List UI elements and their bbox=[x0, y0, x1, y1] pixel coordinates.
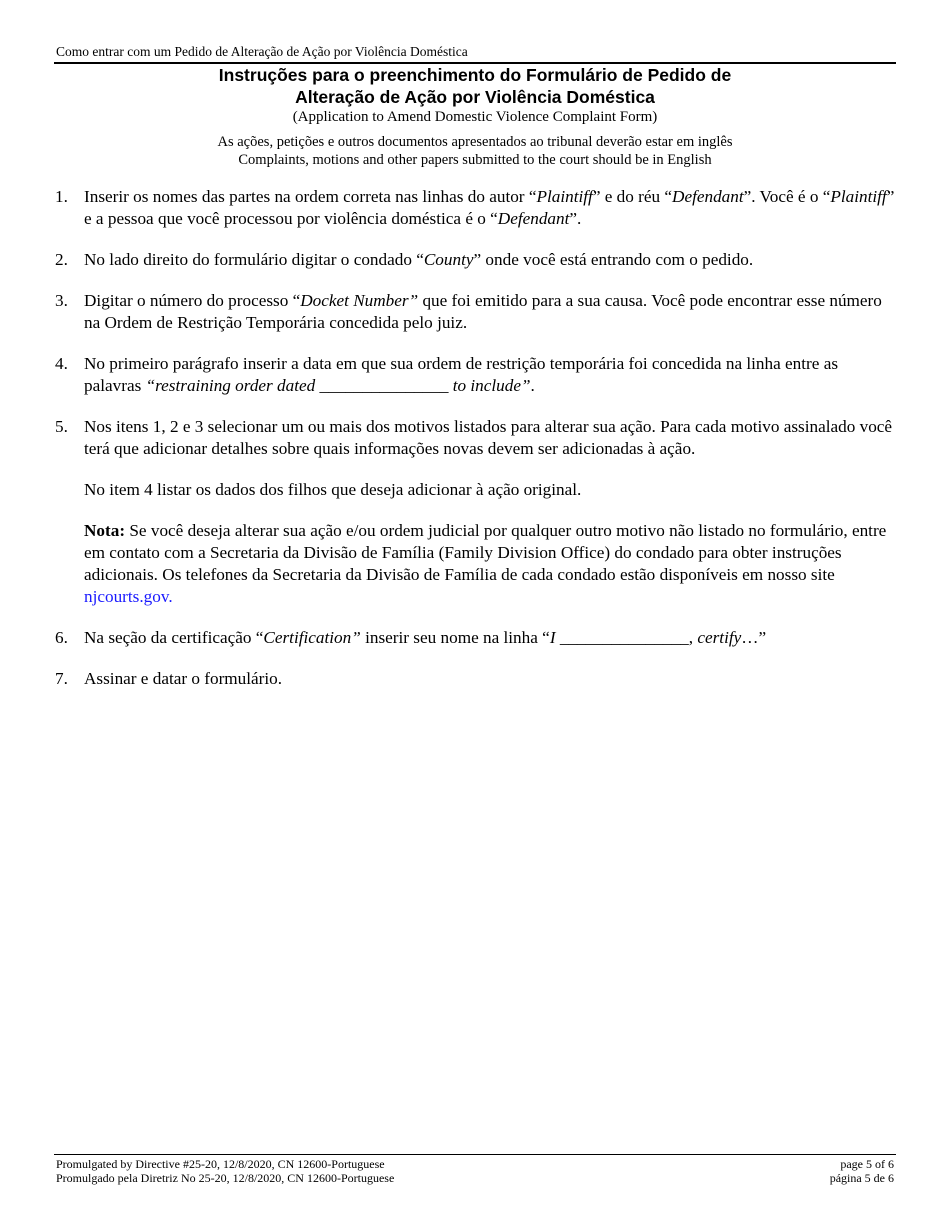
text-segment: …” bbox=[741, 628, 767, 647]
text-segment: No lado direito do formulário digitar o condado “ bbox=[84, 250, 424, 269]
instruction-list bbox=[55, 186, 897, 709]
text-segment: ” onde você está entrando com o pedido. bbox=[473, 250, 754, 269]
footer-english: Promulgated by Directive #25-20, 12/8/2020, CN 12600-Portuguese bbox=[56, 1157, 385, 1171]
item-paragraph: Nos itens 1, 2 e 3 selecionar um ou mais dos motivos listados para alterar sua ação. Para cada motivo assinalado você terá que adicionar detalhes sobre quais informações novas devem ser adicionadas à ação. bbox=[84, 417, 893, 458]
text-segment: _______________, bbox=[555, 628, 698, 647]
item-text bbox=[84, 249, 897, 271]
text-segment-italic: Plaintiff bbox=[536, 187, 593, 206]
item-paragraph: No item 4 listar os dados dos filhos que deseja adicionar à ação original. bbox=[84, 480, 582, 499]
instruction-item-4 bbox=[55, 353, 897, 397]
item-number: 3. bbox=[55, 291, 68, 310]
text-segment: ”. bbox=[569, 209, 582, 228]
language-notice bbox=[54, 133, 896, 169]
item-text bbox=[84, 353, 897, 397]
instruction-item-7 bbox=[55, 668, 897, 690]
running-header: Como entrar com um Pedido de Alteração de Ação por Violência Doméstica bbox=[56, 44, 468, 59]
njcourts-link[interactable]: njcourts.gov. bbox=[84, 587, 173, 606]
item-text bbox=[84, 290, 897, 334]
text-segment: No primeiro parágrafo inserir a data em que sua ordem de restrição temporária foi concedida na linha entre as palavras bbox=[84, 354, 839, 395]
text-segment-italic: I bbox=[549, 628, 556, 647]
item-number: 4. bbox=[55, 354, 68, 373]
footer-page-number bbox=[830, 1157, 894, 1185]
page-number-english: page 5 of 6 bbox=[840, 1157, 894, 1171]
item-number: 1. bbox=[55, 187, 68, 206]
item-text bbox=[84, 627, 897, 649]
text-segment-italic: “restraining order dated _______________ to include” bbox=[145, 376, 531, 395]
text-segment: Digitar o número do processo “ bbox=[84, 291, 301, 310]
text-segment: ” e do réu “ bbox=[592, 187, 673, 206]
text-segment: . bbox=[530, 376, 535, 395]
text-segment-italic: certify bbox=[697, 628, 742, 647]
text-segment: ” e a pessoa que você processou por violência doméstica é o “ bbox=[84, 187, 895, 228]
page-number-portuguese: página 5 de 6 bbox=[829, 1171, 894, 1185]
instruction-item-3 bbox=[55, 290, 897, 334]
item-number: 6. bbox=[55, 628, 68, 647]
instruction-item-6 bbox=[55, 627, 897, 649]
item-number: 7. bbox=[55, 669, 68, 688]
item-text bbox=[84, 416, 897, 608]
footer-promulgation bbox=[56, 1157, 394, 1185]
footer-portuguese: Promulgado pela Diretriz No 25-20, 12/8/2020, CN 12600-Portuguese bbox=[56, 1171, 395, 1185]
item-text bbox=[84, 668, 897, 690]
text-segment-italic: Plaintiff bbox=[830, 187, 887, 206]
instruction-item-5 bbox=[55, 416, 897, 608]
text-segment: Na seção da certificação “ bbox=[84, 628, 264, 647]
note-text: Se você deseja alterar sua ação e/ou ordem judicial por qualquer outro motivo não listado no formulário, entre em contato com a Secretaria da Divisão de Família (Family Division Office) do condado para obter instruções adicionais. Os telefones da Secretaria da Divisão de Família de cada condado estão disponíveis em nosso site bbox=[84, 521, 887, 584]
text-segment-italic: Defendant bbox=[672, 187, 744, 206]
title-block bbox=[54, 64, 896, 127]
title-subtitle: (Application to Amend Domestic Violence Complaint Form) bbox=[292, 109, 658, 125]
notice-portuguese: As ações, petições e outros documentos apresentados ao tribunal deverão estar em inglês bbox=[217, 134, 733, 150]
text-segment-italic: Docket Number” bbox=[300, 291, 419, 310]
footer-divider bbox=[54, 1154, 896, 1155]
note-paragraph bbox=[84, 520, 897, 608]
text-segment-italic: Certification” bbox=[263, 628, 361, 647]
item-text bbox=[84, 186, 897, 230]
item-number: 2. bbox=[55, 250, 68, 269]
text-segment: ”. Você é o “ bbox=[743, 187, 831, 206]
instruction-item-2 bbox=[55, 249, 897, 271]
text-segment-italic: Defendant bbox=[497, 209, 570, 228]
notice-english: Complaints, motions and other papers submitted to the court should be in English bbox=[238, 152, 712, 168]
text-segment: inserir seu nome na linha “ bbox=[360, 628, 550, 647]
title-line-1: Instruções para o preenchimento do Formulário de Pedido de bbox=[218, 65, 732, 85]
title-line-2: Alteração de Ação por Violência Doméstica bbox=[295, 87, 655, 107]
instruction-item-1 bbox=[55, 186, 897, 230]
text-segment-italic: County bbox=[423, 250, 474, 269]
text-segment: Assinar e datar o formulário. bbox=[84, 669, 283, 688]
note-label: Nota: bbox=[84, 521, 126, 540]
text-segment: que foi emitido para a sua causa. Você pode encontrar esse número na Ordem de Restrição Temporária concedida pelo juiz. bbox=[84, 291, 882, 332]
item-number: 5. bbox=[55, 417, 68, 436]
text-segment: Inserir os nomes das partes na ordem correta nas linhas do autor “ bbox=[84, 187, 537, 206]
